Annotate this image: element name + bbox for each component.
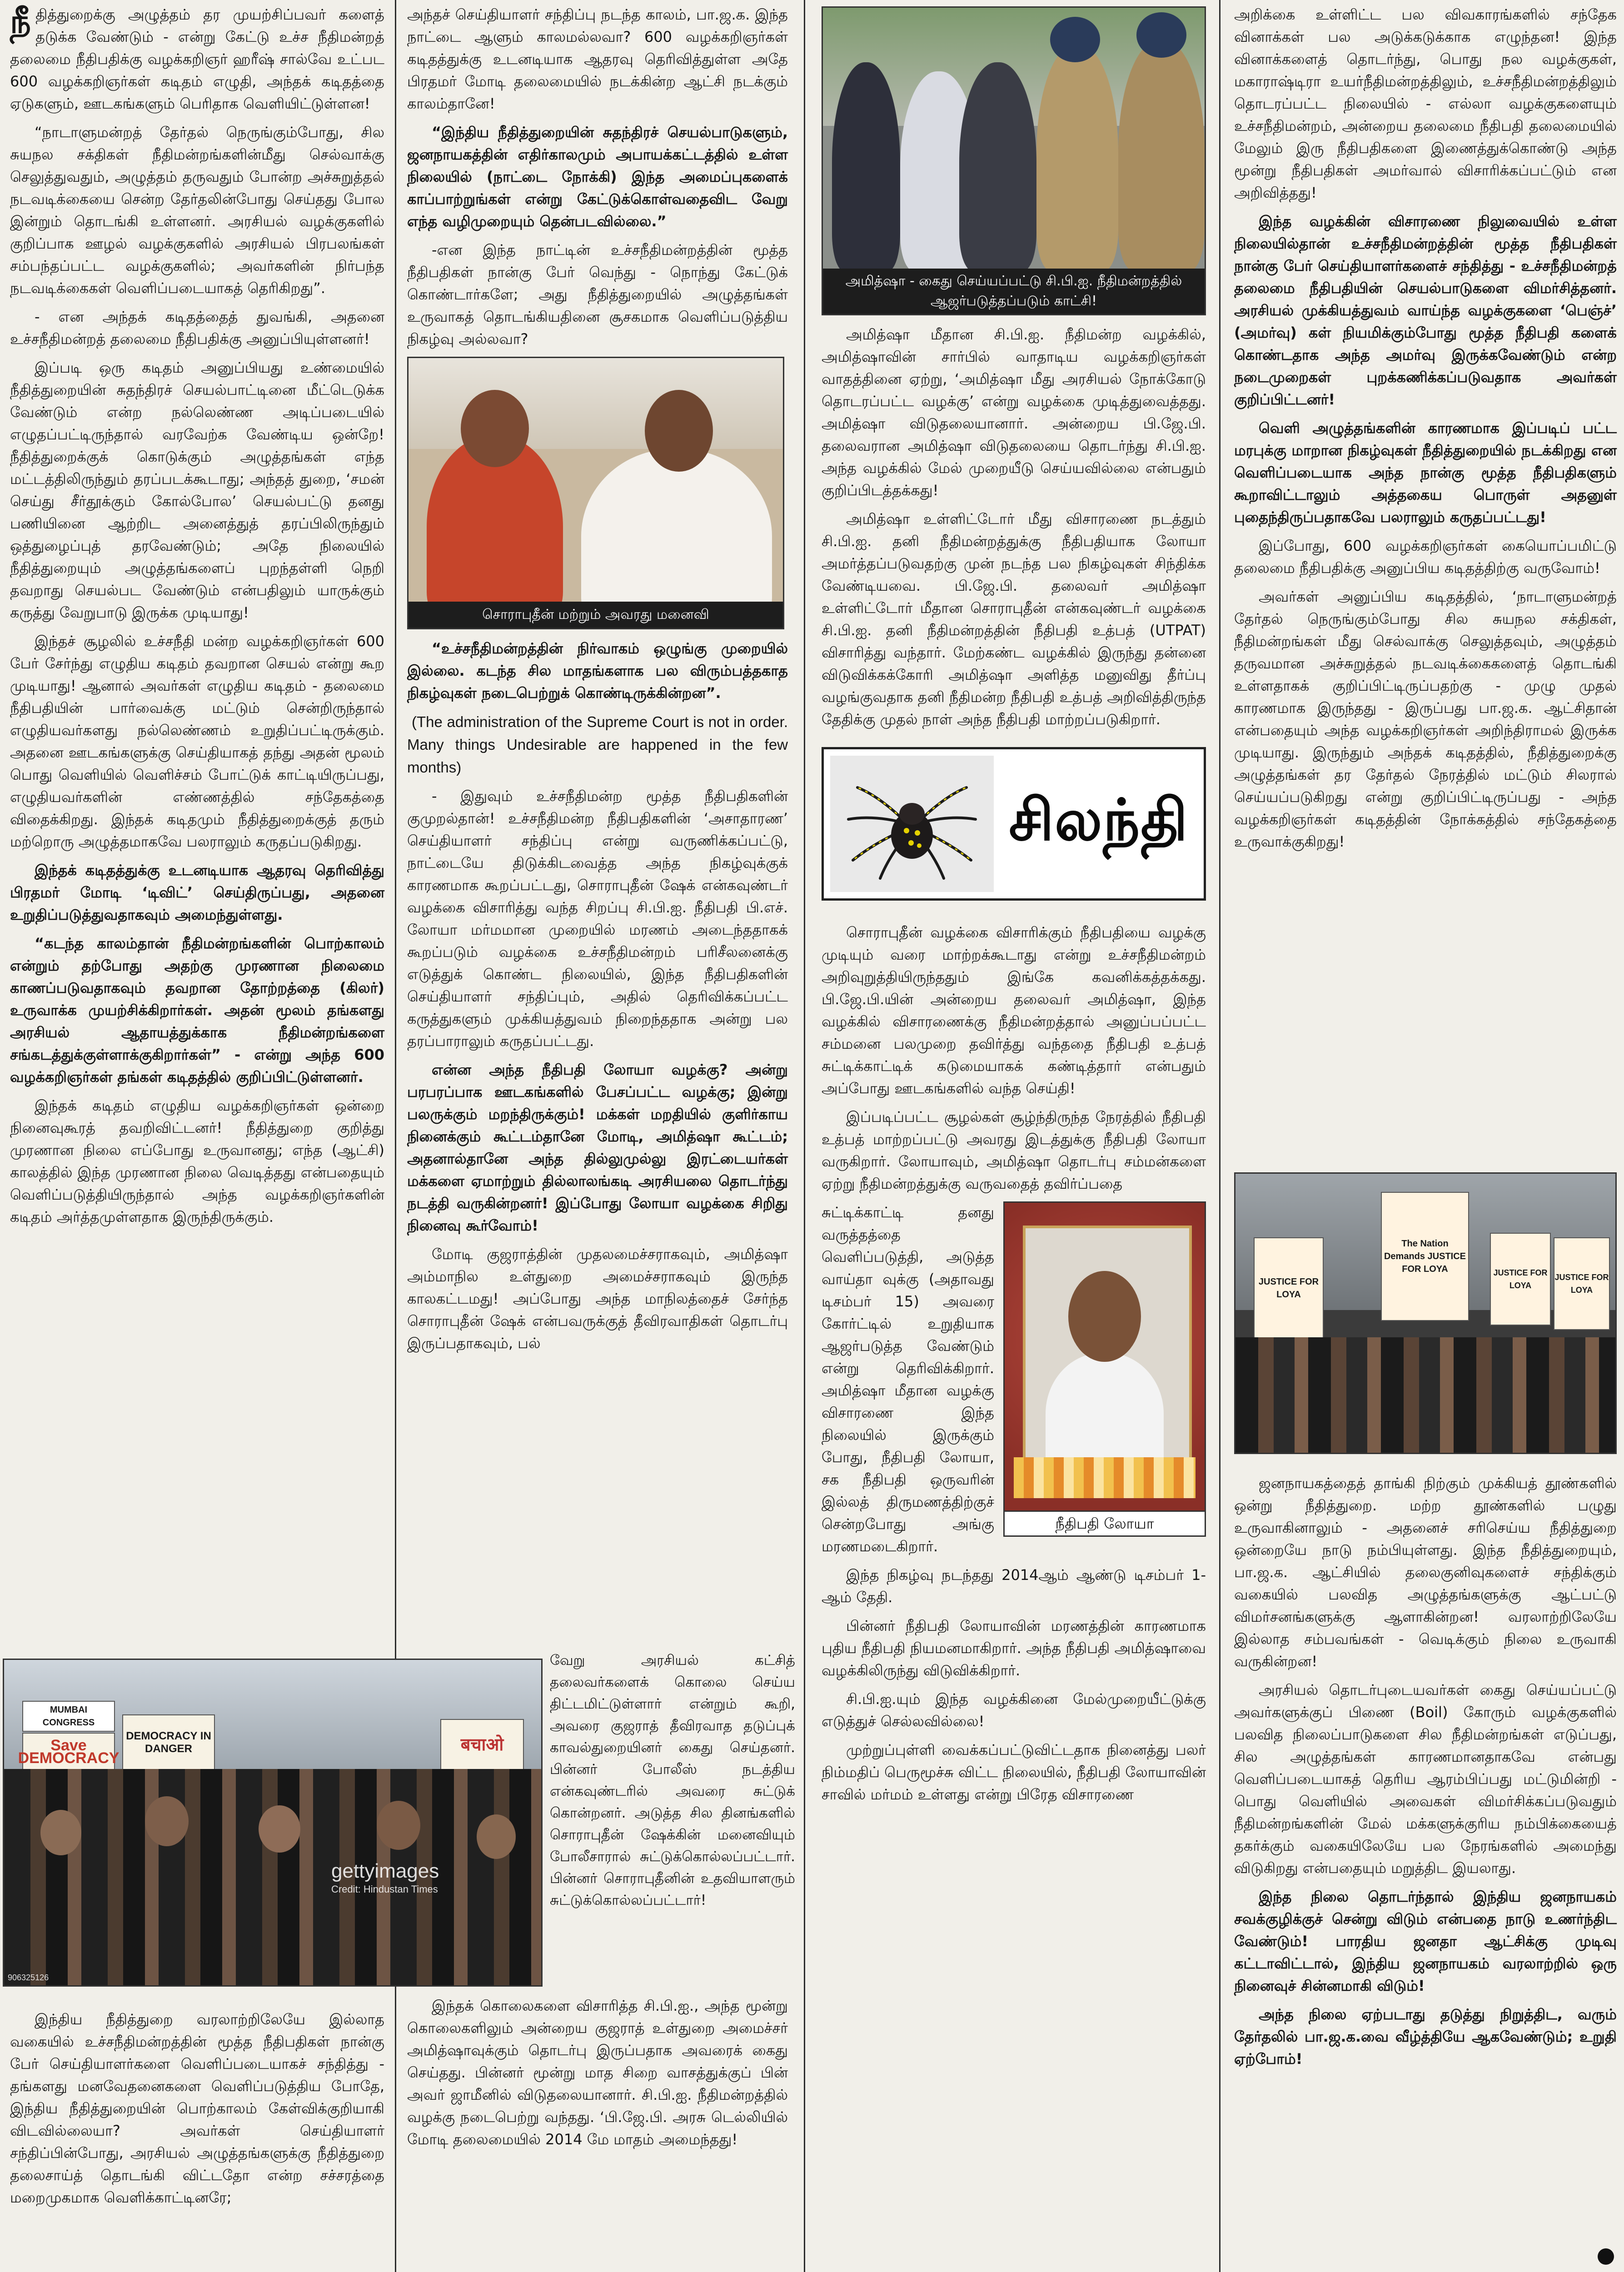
- body-paragraph: இந்தச் சூழலில் உச்சநீதி மன்ற வழக்கறிஞர்கள் 600 பேர் சேர்ந்து எழுதிய கடிதம் தவறான செயல் என்று கூற முடியாது! ஆனால் அவர்கள் எழுதிய கடிதம் - தலைமை நீதிபதியின் பார்வைக்கு மட்டும் சென்றிருந்தால் எழுதியவர்களது நல்லெண்ணம் உறுதிப்பட்டிருக்கும். அதனை ஊடகங்களுக்கு செய்தியாகத் தந்து அதன் மூலம் பொது வெளியில் வெளிச்சம் போட்டுக் காட்டியிருப்பது, எழுதியவர்களின் எண்ணத்தில் சந்தேகத்தை விதைக்கிறது. இந்தக் கடிதமும் நீதித்துறைக்குத் தரும் மற்றொரு அழுத்தமாகவே பலராலும் கருதப்படுகிறது.: [10, 633, 384, 850]
- crowd: [4, 1769, 541, 1985]
- bold-paragraph: வெளி அழுத்தங்களின் காரணமாக இப்படிப் பட்ட மரபுக்கு மாறான நிகழ்வுகள் நீதித்துறையில் நடக்கிறது என வெளிப்படையாக அந்த நான்கு மூத்த நீதிபதிகளும் கூறாவிட்டாலும் அத்தகைய பொருள் அதனுள் புதைந்திருப்பதாகவே பலராலும் கருதப்பட்டது!: [1234, 419, 1617, 526]
- body-paragraph: “நாடாளுமன்றத் தேர்தல் நெருங்கும்போது, சில சுயநல சக்திகள் நீதிமன்றங்களின்மீது செல்வாக்கு செலுத்துவதும், அழுத்தம் தருவதும் போன்ற அச்சுறுத்தல் நடவடிக்கையை சென்ற தேர்தலின்போது செய்தது போல இன்றும் தொடங்கி உள்ளனர். அரசியல் வழக்குகளில் குறிப்பாக ஊழல் வழக்குகளில் அரசியல் பிரபலங்கள் சம்பந்தப்பட்ட வழக்குகளில்; அவர்களின் நிர்பந்த நடவடிக்கைகள் வெளிப்படையாகத் தெரிகிறது”.: [10, 124, 384, 297]
- lead-paragraph: நீதித்துறைக்கு அழுத்தம் தர முயற்சிப்பவர் களைத் தடுக்க வேண்டும் - என்று கேட்டு உச்ச நீதிமன்றத் தலைமை நீதிபதிக்கு வழக்கறிஞர் ஹரீஷ் சால்வே உட்பட 600 வழக்கறிஞர்கள் கடிதம் எழுதி, அந்தக் கடிதத்தை ஏடுகளும், ஊடகங்களும் பெரிதாக வெளியிட்டுள்ளன!: [10, 2, 384, 112]
- police-cap: [1050, 17, 1100, 62]
- protest-photo: [3, 1659, 543, 1987]
- closing-paragraph: அந்த நிலை ஏற்படாது தடுத்து நிறுத்திட, வரும் தேர்தலில் பா.ஜ.க.வை வீழ்த்தியே ஆகவேண்டும்; உறுதி ஏற்போம்!: [1234, 2006, 1617, 2068]
- bold-paragraph: இந்தக் கடிதத்துக்கு உடனடியாக ஆதரவு தெரிவித்து பிரதமர் மோடி ‘டிவிட்’ செய்திருப்பது, அதனை உறுதிப்படுத்துவதாகவும் அமைந்துள்ளது.: [10, 862, 384, 923]
- justice-for-loya-photo: [1234, 1172, 1617, 1454]
- photo-caption: சொராபுதீன் மற்றும் அவரது மனைவி: [408, 602, 783, 628]
- article-column-3: [813, 0, 1214, 2272]
- column-rule: [804, 0, 805, 2272]
- article-column-4: [1227, 0, 1624, 1163]
- couple-photo: [407, 357, 784, 629]
- body-paragraph: அமித்ஷா மீதான சி.பி.ஐ. நீதிமன்ற வழக்கில், அமித்ஷாவின் சார்பில் வாதாடிய வழக்கறிஞர்கள் வாதத்தினை ஏற்று, ‘அமித்ஷா மீது அரசியல் நோக்கோடு தொடரப்பட்ட வழக்கு’ என்று வழக்கை முடித்துவைத்தது. அமித்ஷா விடுதலையானார். அன்றைய பி.ஜே.பி. தலைவரான அமித்ஷா விடுதலையை தொடர்ந்து சி.பி.ஐ. அந்த வழக்கில் மேல் முறையீடு செய்யவில்லை என்பதும் குறிப்பிடத்தக்கது!: [822, 326, 1206, 499]
- spider-icon-svg: [830, 756, 994, 892]
- article-column-2-wrap: [550, 1649, 795, 1918]
- person-head: [477, 1814, 516, 1859]
- watermark-credit: Credit: Hindustan Times: [331, 1883, 438, 1895]
- protest-sign: DEMOCRACY IN DANGER: [122, 1714, 215, 1771]
- bold-paragraph: இந்த நிலை தொடர்ந்தால் இந்திய ஜனநாயகம் சவக்குழிக்குச் சென்று விடும் என்பதை நாடு உணர்ந்திட வேண்டும்! பாரதிய ஜனதா ஆட்சிக்கு முடிவு கட்டாவிட்டால், இந்திய ஜனநாயகம் வரலாற்றில் ஒரு நினைவுச் சின்னமாகி விடும்!: [1234, 1888, 1617, 1994]
- english-translation: (The administration of the Supreme Court is not in order. Many things Undesirable are happened in the few months): [407, 713, 788, 776]
- body-paragraph: அறிக்கை உள்ளிட்ட பல விவகாரங்களில் சந்தேக வினாக்கள் பல அடுக்கடுக்காக எழுந்தன! இந்த வினாக்களைத் தொடர்ந்து, பொது நல வழக்குகள், மகாராஷ்டிரா உயர்நீதிமன்றத்திலும், உச்சநீதிமன்றத்திலும் தொடரப்பட்ட நிலையில் - எல்லா வழக்குகளையும் உச்சநீதிமன்றம், அன்றைய தலைமை நீதிபதி தலைமையில் மேலும் இரு நீதிபதிகளை இணைத்துக்கொண்டு அந்த மூன்று நீதிபதிகள் அமர்வால் விசாரிக்கப்பட்டும் என அறிவித்தது!: [1234, 6, 1617, 201]
- body-paragraph: வேறு அரசியல் கட்சித் தலைவர்களைக் கொலை செய்ய திட்டமிட்டுள்ளார் என்றும் கூறி, அவரை குஜராத் தீவிரவாத தடுப்புக் காவல்துறையினர் கைது செய்தனர். பின்னர் போலீஸ் நடத்திய என்கவுண்டரில் அவரை சுட்டுக் கொன்றனர். அடுத்த சில தினங்களில் சொராபுதீன் ஷேக்கின் மனைவியும் போலீசாரால் சுட்டுக்கொல்லப்பட்டார். பின்னர் சொராபுதீனின் உதவியாளரும் சுட்டுக்கொல்லப்பட்டார்!: [550, 1652, 795, 1908]
- spider-icon: [830, 756, 994, 892]
- protest-sign: बचाओ: [440, 1719, 524, 1771]
- man-head: [645, 390, 713, 472]
- person-figure: [959, 62, 1036, 271]
- image-id: 906325126: [8, 1973, 49, 1982]
- body-paragraph: இந்தக் கடிதம் எழுதிய வழக்கறிஞர்கள் ஒன்றை நினைவுகூரத் தவறிவிட்டனர்! நீதித்துறை குறித்து முரணான நிலை எப்போது உருவானது; எந்த (ஆட்சி) காலத்தில் இந்த முரணான நிலை வெடித்தது என்பதையும் வெளிப்படுத்தியிருந்தால் அந்த வழக்கறிஞர்களின் கடிதம் அர்த்தமுள்ளதாக இருந்திருக்கும்.: [10, 1097, 384, 1226]
- column-title: சிலந்தி: [1009, 787, 1189, 853]
- protest-sign: JUSTICE FOR LOYA: [1254, 1237, 1324, 1339]
- end-mark-icon: [1598, 2248, 1614, 2265]
- body-paragraph: இப்படிப்பட்ட சூழல்கள் சூழ்ந்திருந்த நேரத்தில் நீதிபதி உத்பத் மாற்றப்பட்டு அவரது இடத்துக்கு நீதிபதி லோயா வருகிறார். லோயாவும், அமித்ஷா தொடர்பு சம்மன்களை ஏற்று நீதிமன்றத்துக்கு வருவதைத் தவிர்ப்பதை: [822, 1108, 1206, 1192]
- body-paragraph: இந்த நிகழ்வு நடந்தது 2014ஆம் ஆண்டு டிசம்பர் 1-ஆம் தேதி.: [822, 1566, 1206, 1606]
- police-officer: [1118, 40, 1205, 271]
- watermark: gettyimages: [331, 1860, 439, 1882]
- photo-caption: நீதிபதி லோயா: [1005, 1510, 1205, 1535]
- body-paragraph: பின்னர் நீதிபதி லோயாவின் மரணத்தின் காரணமாக புதிய நீதிபதி நியமனமாகிறார். அந்த நீதிபதி அமித்ஷாவை வழக்கிலிருந்து விடுவிக்கிறார்.: [822, 1617, 1206, 1679]
- column-rule: [1219, 0, 1220, 2272]
- body-paragraph: சி.பி.ஐ.யும் இந்த வழக்கினை மேல்முறையீட்டுக்கு எடுத்துச் செல்லவில்லை!: [822, 1690, 1206, 1730]
- body-paragraph: சொராபுதீன் வழக்கை விசாரிக்கும் நீதிபதியை வழக்கு முடியும் வரை மாற்றக்கூடாது என்று உச்சநீதிமன்றம் அறிவுறுத்தியிருந்ததும் இங்கே கவனிக்கத்தக்கது. பி.ஜே.பி.யின் அன்றைய தலைவர் அமித்ஷா, இந்த வழக்கில் விசாரணைக்கு நீதிமன்றத்தால் அனுப்பப்பட்ட சம்மனை பலமுறை தவிர்த்து வந்ததை நீதிபதி உத்பத் சுட்டிக்காட்டிக் கடுமையாகக் கண்டித்தார் என்பதும் அப்போது ஊடகங்களில் வந்த செய்தி!: [822, 924, 1206, 1097]
- body-paragraph: அமித்ஷா உள்ளிட்டோர் மீது விசாரணை நடத்தும் சி.பி.ஐ. தனி நீதிமன்றத்துக்கு நீதிபதியாக லோயா அமர்த்தப்படுவதற்கு முன் நடந்த பல நிகழ்வுகள் சிந்திக்க வேண்டியவை. பி.ஜே.பி. தலைவர் அமித்ஷா உள்ளிட்டோர் மீதான சொராபுதீன் என்கவுண்டர் வழக்கை சி.பி.ஐ. தனி நீதிமன்றத்தின் நீதிபதி உத்பத் (UTPAT) விசாரித்து வந்தார். மேற்கண்ட வழக்கில் இருந்து தன்னை விடுவிக்கக்கோரி அமித்ஷா அளித்த மனுவிது தீர்ப்பு வழங்குவதாக தனி நீதிமன்ற நீதிபதி உத்பத் அறிவித்திருந்த தேதிக்கு முதல் நாள் அந்த நீதிபதி மாற்றப்படுகிறார்.: [822, 510, 1206, 728]
- flower-garland: [1014, 1457, 1196, 1498]
- body-paragraph: இப்போது, 600 வழக்கறிஞர்கள் கையொப்பமிட்டு தலைமை நீதிபதிக்கு அனுப்பிய கடிதத்திற்கு வருவோம்!: [1234, 537, 1617, 577]
- quote-paragraph: “இந்திய நீதித்துறையின் சுதந்திரச் செயல்பாடுகளும், ஜனநாயகத்தின் எதிர்காலமும் அபாயக்கட்டத்தில் உள்ள நிலையில் (நாட்டை நோக்கி) இந்த அமைப்புகளைக் காப்பாற்றுங்கள் என்று கேட்டுக்கொள்வதைவிட வேறு எந்த வழிமுறையும் தென்படவில்லை.”: [407, 124, 788, 230]
- arrest-photo: [822, 6, 1206, 315]
- loya-portrait: [1003, 1201, 1206, 1537]
- body-paragraph: இந்திய நீதித்துறை வரலாற்றிலேயே இல்லாத வகையில் உச்சநீதிமன்றத்தின் மூத்த நீதிபதிகள் நான்கு பேர் செய்தியாளர்களை வெளிப்படையாகச் சந்தித்து - தங்களது மனவேதனைகளை வெளிப்படுத்திய போதே, இந்திய நீதித்துறையின் பொற்காலம் கேள்விக்குறியாகி விடவில்லையா? அவர்கள் செய்தியாளர் சந்திப்பின்போது, அரசியல் அழுத்தங்களுக்கு நீதித்துறை தலைசாய்த் தொடங்கி விட்டதோ என்ற சச்சரத்தை மறைமுகமாக வெளிக்காட்டினரே;: [10, 2011, 384, 2206]
- bold-paragraph: என்ன அந்த நீதிபதி லோயா வழக்கு? அன்று பரபரப்பாக ஊடகங்களில் பேசப்பட்ட வழக்கு; இன்று பலருக்கும் மறந்திருக்கும்! மக்கள் மறதியில் குளிர்காய நினைக்கும் கூட்டம்தானே மோடி, அமித்ஷா கூட்டம்; அதனால்தானே அந்த தில்லுமுல்லு இரட்டையர்கள் மக்களை ஏமாற்றும் தில்லாலங்கடி அரசியலை தொடர்ந்து நடத்தி வருகின்றனர்! இப்போது லோயா வழக்கை சிறிது நினைவு கூர்வோம்!: [407, 1061, 788, 1234]
- protest-sign: Save DEMOCRACY: [22, 1733, 115, 1771]
- bold-paragraph: “கடந்த காலம்தான் நீதிமன்றங்களின் பொற்காலம் என்றும் தற்போது அதற்கு முரணான நிலைமை காணப்படுவதாகவும் தவறான தோற்றத்தை (கிலர்) உருவாக்க முயற்சிக்கிறார்கள். அதன் மூலம் தங்களது அரசியல் ஆதாயத்துக்காக நீதிமன்றங்களை சங்கடத்துக்குள்ளாக்குகிறார்கள்” - என்று அந்த 600 வழக்கறிஞர்கள் தங்கள் கடிதத்தில் குறிப்பிட்டுள்ளனர்.: [10, 935, 384, 1086]
- person-head: [377, 1801, 420, 1850]
- article-column-1-bottom: [10, 2008, 384, 2215]
- drop-cap: நீ: [10, 2, 31, 40]
- body-paragraph: முற்றுப்புள்ளி வைக்கப்பட்டுவிட்டதாக நினைத்து பலர் நிம்மதிப் பெருமூச்சு விட்ட நிலையில், நீதிபதி லோயாவின் சாவில் மர்மம் உள்ளது என்று பிரேத விசாரணை: [822, 1741, 1206, 1803]
- person-head: [259, 1805, 300, 1853]
- body-paragraph: -என இந்த நாட்டின் உச்சநீதிமன்றத்தின் மூத்த நீதிபதிகள் நான்கு பேர் வெந்து - நொந்து கேட்டுக் கொண்டார்களே; அது நீதித்துறையில் அழுத்தங்கள் உருவாகத் தொடங்கியதினை சூசகமாக வெளிப்படுத்திய நிகழ்வு அல்லவா?: [407, 241, 788, 348]
- portrait-head: [1068, 1271, 1141, 1362]
- police-officer: [1036, 44, 1118, 271]
- body-paragraph: மோடி குஜராத்தின் முதலமைச்சராகவும், அமித்ஷா அம்மாநில உள்துறை அமைச்சராகவும் இருந்த காலகட்டமது! அப்போது அந்த மாநிலத்தைச் சேர்ந்த சொராபுதீன் ஷேக் என்பவருக்குத் தீவிரவாதிகள் தொடர்பு இருப்பதாகவும், பல்: [407, 1246, 788, 1352]
- protest-sign: MUMBAI CONGRESS: [22, 1701, 115, 1732]
- crowd: [1235, 1337, 1615, 1453]
- person-head: [40, 1810, 81, 1855]
- body-paragraph: ஜனநாயகத்தைத் தாங்கி நிற்கும் முக்கியத் தூண்களில் ஒன்று நீதித்துறை. மற்ற தூண்களில் பழுது உருவாகினாலும் - அதனைச் சரிசெய்ய நீதித்துறை ஒன்றையே நாடு நம்பியுள்ளது. இந்த நீதித்துறையும், பா.ஜ.க. ஆட்சியில் தலைகுனிவுகளைச் சந்திக்கும் வகையில் பலவித அழுத்தங்களுக்கு ஆட்பட்டு விமர்சனங்களுக்கு ஆளாகின்றன! வரலாற்றிலேயே இல்லாத சம்பவங்கள் - வெடிக்கும் நிலை உருவாகி வருகின்றன!: [1234, 1475, 1617, 1670]
- article-column-4-bottom: [1234, 1472, 1617, 2077]
- protest-sign: The Nation Demands JUSTICE FOR LOYA: [1381, 1192, 1469, 1321]
- body-paragraph: - என அந்தக் கடிதத்தைத் துவங்கி, அதனை உச்சநீதிமன்றத் தலைமை நீதிபதிக்கு அனுப்பியுள்ளனர்!: [10, 308, 384, 348]
- body-paragraph: - இதுவும் உச்சநீதிமன்ற மூத்த நீதிபதிகளின் குமுறல்தான்! உச்சநீதிமன்ற நீதிபதிகளின் ‘அசாதாரண’ செய்தியாளர் சந்திப்பு என்று வருணிக்கப்பட்டு, நாட்டையே திடுக்கிடவைத்த அந்த நிகழ்வுக்குக் காரணமாக கூறப்பட்டது, சொராபுதீன் ஷேக் என்கவுண்டர் வழக்கை விசாரித்து வந்த சிறப்பு சி.பி.ஐ. நீதிபதி பி.எச். லோயா மர்மமான முறையில் மரணம் அடைந்ததாகக் கூறப்படும் வழக்கை உச்சநீதிமன்றம் பரிசீலனைக்கு எடுத்துக் கொண்ட நிலையில், இந்த நீதிபதிகளின் செய்தியாளர் சந்திப்பும், அதில் தெரிவிக்கப்பட்ட கருத்துகளும் முக்கியத்துவம் நிறைந்ததாக அன்று பல தரப்பாராலும் கருதப்பட்டது.: [407, 787, 788, 1050]
- protest-sign: JUSTICE FOR LOYA: [1554, 1237, 1610, 1330]
- body-paragraph: அவர்கள் அனுப்பிய கடிதத்தில், ‘நாடாளுமன்றத் தேர்தல் நெருங்கும்போது சில சுயநல சக்திகள், நீதிமன்றங்கள் மீது செல்வாக்கு செலுத்தவும், அழுத்தம் தருவமான அச்சுறுத்தல் நடவடிக்கைகளைத் தொடங்கி உள்ளதாகக் குறிப்பிட்டிருப்பதற்கு - முழு முதல் காரணமாக இருந்தது - இருப்பது பா.ஜ.க. ஆட்சிதான் என்பதையும் அந்த வழக்கறிஞர்கள் அறிந்திராமல் இருக்க முடியாது. இருந்தும் அந்தக் கடிதத்தில், நீதித்துறைக்கு அழுத்தங்கள் தர தேர்தல் நேரத்தில் மட்டும் சிலரால் செய்யப்படுகிறது என்று குறிப்பிட்டிருப்பது - அந்த வழக்கறிஞர்கள் கடிதத்தின் நோக்கத்தில் சந்தேகத்தை உருவாக்குகிறது!: [1234, 588, 1617, 850]
- column-badge: [822, 747, 1206, 901]
- quote-paragraph: “உச்சநீதிமன்றத்தின் நிர்வாகம் ஒழுங்கு முறையில் இல்லை. கடந்த சில மாதங்களாக பல விரும்பத்தகாத நிகழ்வுகள் நடைபெற்றுக் கொண்டிருக்கின்றன”.: [407, 640, 788, 702]
- article-column-2-bottom: [407, 1995, 788, 2157]
- article-column-2: [401, 0, 794, 1654]
- photo-caption: அமித்ஷா - கைது செய்யப்பட்டு சி.பி.ஐ. நீதிமன்றத்தில் ஆஜர்படுத்தப்படும் காட்சி!: [823, 269, 1205, 314]
- bold-paragraph: இந்த வழக்கின் விசாரணை நிலுவையில் உள்ள நிலையில்தான் உச்சநீதிமன்றத்தின் மூத்த நீதிபதிகள் நான்கு பேர் செய்தியாளர்களைச் சந்தித்து - உச்சநீதிமன்றத் தலைமை நீதிபதியின் செயல்பாடுகளை விமர்சித்தனர். அரசியல் முக்கியத்துவம் வாய்ந்த வழக்குகளை ‘பெஞ்ச்’ (அமர்வு) கள் நியமிக்கும்போது மூத்த நீதிபதி களைக் கொண்டதாக அந்த அமர்வு இருக்கவேண்டும் என்ற நடைமுறைகள் புறக்கணிக்கப்படுவதாக அவர்கள் குறிப்பிட்டனர்!: [1234, 213, 1617, 408]
- police-cap: [1136, 12, 1186, 58]
- body-paragraph: சுட்டிக்காட்டி தனது வருத்தத்தை வெளிப்படுத்தி, அடுத்த வாய்தா வுக்கு (அதாவது டிசம்பர் 15) அவரை கோர்ட்டில் உறுதியாக ஆஜர்படுத்த வேண்டும் என்று தெரிவிக்கிறார். அமித்ஷா மீதான வழக்கு விசாரணை இந்த நிலையில் இருக்கும் போது, நீதிபதி லோயா, சக நீதிபதி ஒருவரின் இல்லத் திருமணத்திற்குச் சென்றபோது அங்கு மரணமடைகிறார்.: [822, 1204, 994, 1555]
- protest-sign: JUSTICE FOR LOYA: [1490, 1233, 1551, 1325]
- person-figure: [832, 62, 900, 271]
- person-head: [145, 1796, 189, 1846]
- body-paragraph: அரசியல் தொடர்புடையவர்கள் கைது செய்யப்பட்டு அவர்களுக்குப் பிணை (Boil) கோரும் வழக்குகளில் பலவித நிலைப்பாடுகளை சில நீதிமன்றங்கள் எடுப்பது, சில அழுத்தங்கள் காரணமானதாகவே என்பது வெளிப்படையாகத் தெரிய ஆரம்பிப்பது மட்டுமின்றி - பொது வெளியில் அவைகள் விமர்சிக்கப்படுவதும் நீதிமன்றங்களின் மேல் மக்களுக்குரிய நம்பிக்கையைத் தகர்க்கும் வகையிலேயே பல நேரங்களில் அமைந்து விடுகிறது என்பதையும் மறுத்திட இயலாது.: [1234, 1681, 1617, 1877]
- woman-head: [461, 390, 529, 467]
- body-paragraph: அந்தச் செய்தியாளர் சந்திப்பு நடந்த காலம், பா.ஜ.க. இந்த நாட்டை ஆளும் காலமல்லவா? 600 வழக்கறிஞர்கள் கடிதத்துக்கு உடனடியாக ஆதரவு தெரிவித்துள்ள அதே பிரதமர் மோடி தலைமையில் நடக்கின்ற ஆட்சி நடக்கும் காலம்தானே!: [407, 6, 788, 112]
- body-paragraph: இந்தக் கொலைகளை விசாரித்த சி.பி.ஐ., அந்த மூன்று கொலைகளிலும் அன்றைய குஜராத் உள்துறை அமைச்சர் அமித்ஷாவுக்கும் தொடர்பு இருப்பதாக அவரைக் கைது செய்தது. பின்னர் மூன்று மாத சிறை வாசத்துக்குப் பின் அவர் ஜாமீனில் விடுதலையானார். சி.பி.ஐ. நீதிமன்றத்தில் வழக்கு நடைபெற்று வந்தது. ‘பி.ஜே.பி. அரசு டெல்லியில் மோடி தலைமையில் 2014 மே மாதம் அமைந்தது!: [407, 1997, 788, 2148]
- body-paragraph: இப்படி ஒரு கடிதம் அனுப்பியது உண்மையில் நீதித்துறையின் சுதந்திரச் செயல்பாட்டினை மீட்டெடுக்க வேண்டும் என்ற நல்லெண்ண அடிப்படையில் எழுதப்பட்டிருந்தால் வரவேற்க வேண்டிய ஒன்றே! நீதித்துறைக்குக் கொடுக்கும் அழுத்தங்கள் எந்த மட்டத்திலிருந்தும் தரப்படக்கூடாது; அந்தத் துறை, ‘சமன் செய்து சீர்தூக்கும் கோல்போல’ செயல்பட்டு தனது பணியினை ஆற்றிட அனைத்துத் தரப்பிலிருந்தும் ஒத்துழைப்புத் தரவேண்டும்; அதே நிலையில் நீதித்துறையும் அழுத்தங்களைப் புறந்தள்ளி நெறி தவறாது செயல்பட வேண்டும் என்பதிலும் யாருக்கும் கருத்து வேறுபாடு இருக்க முடியாது!: [10, 359, 384, 621]
